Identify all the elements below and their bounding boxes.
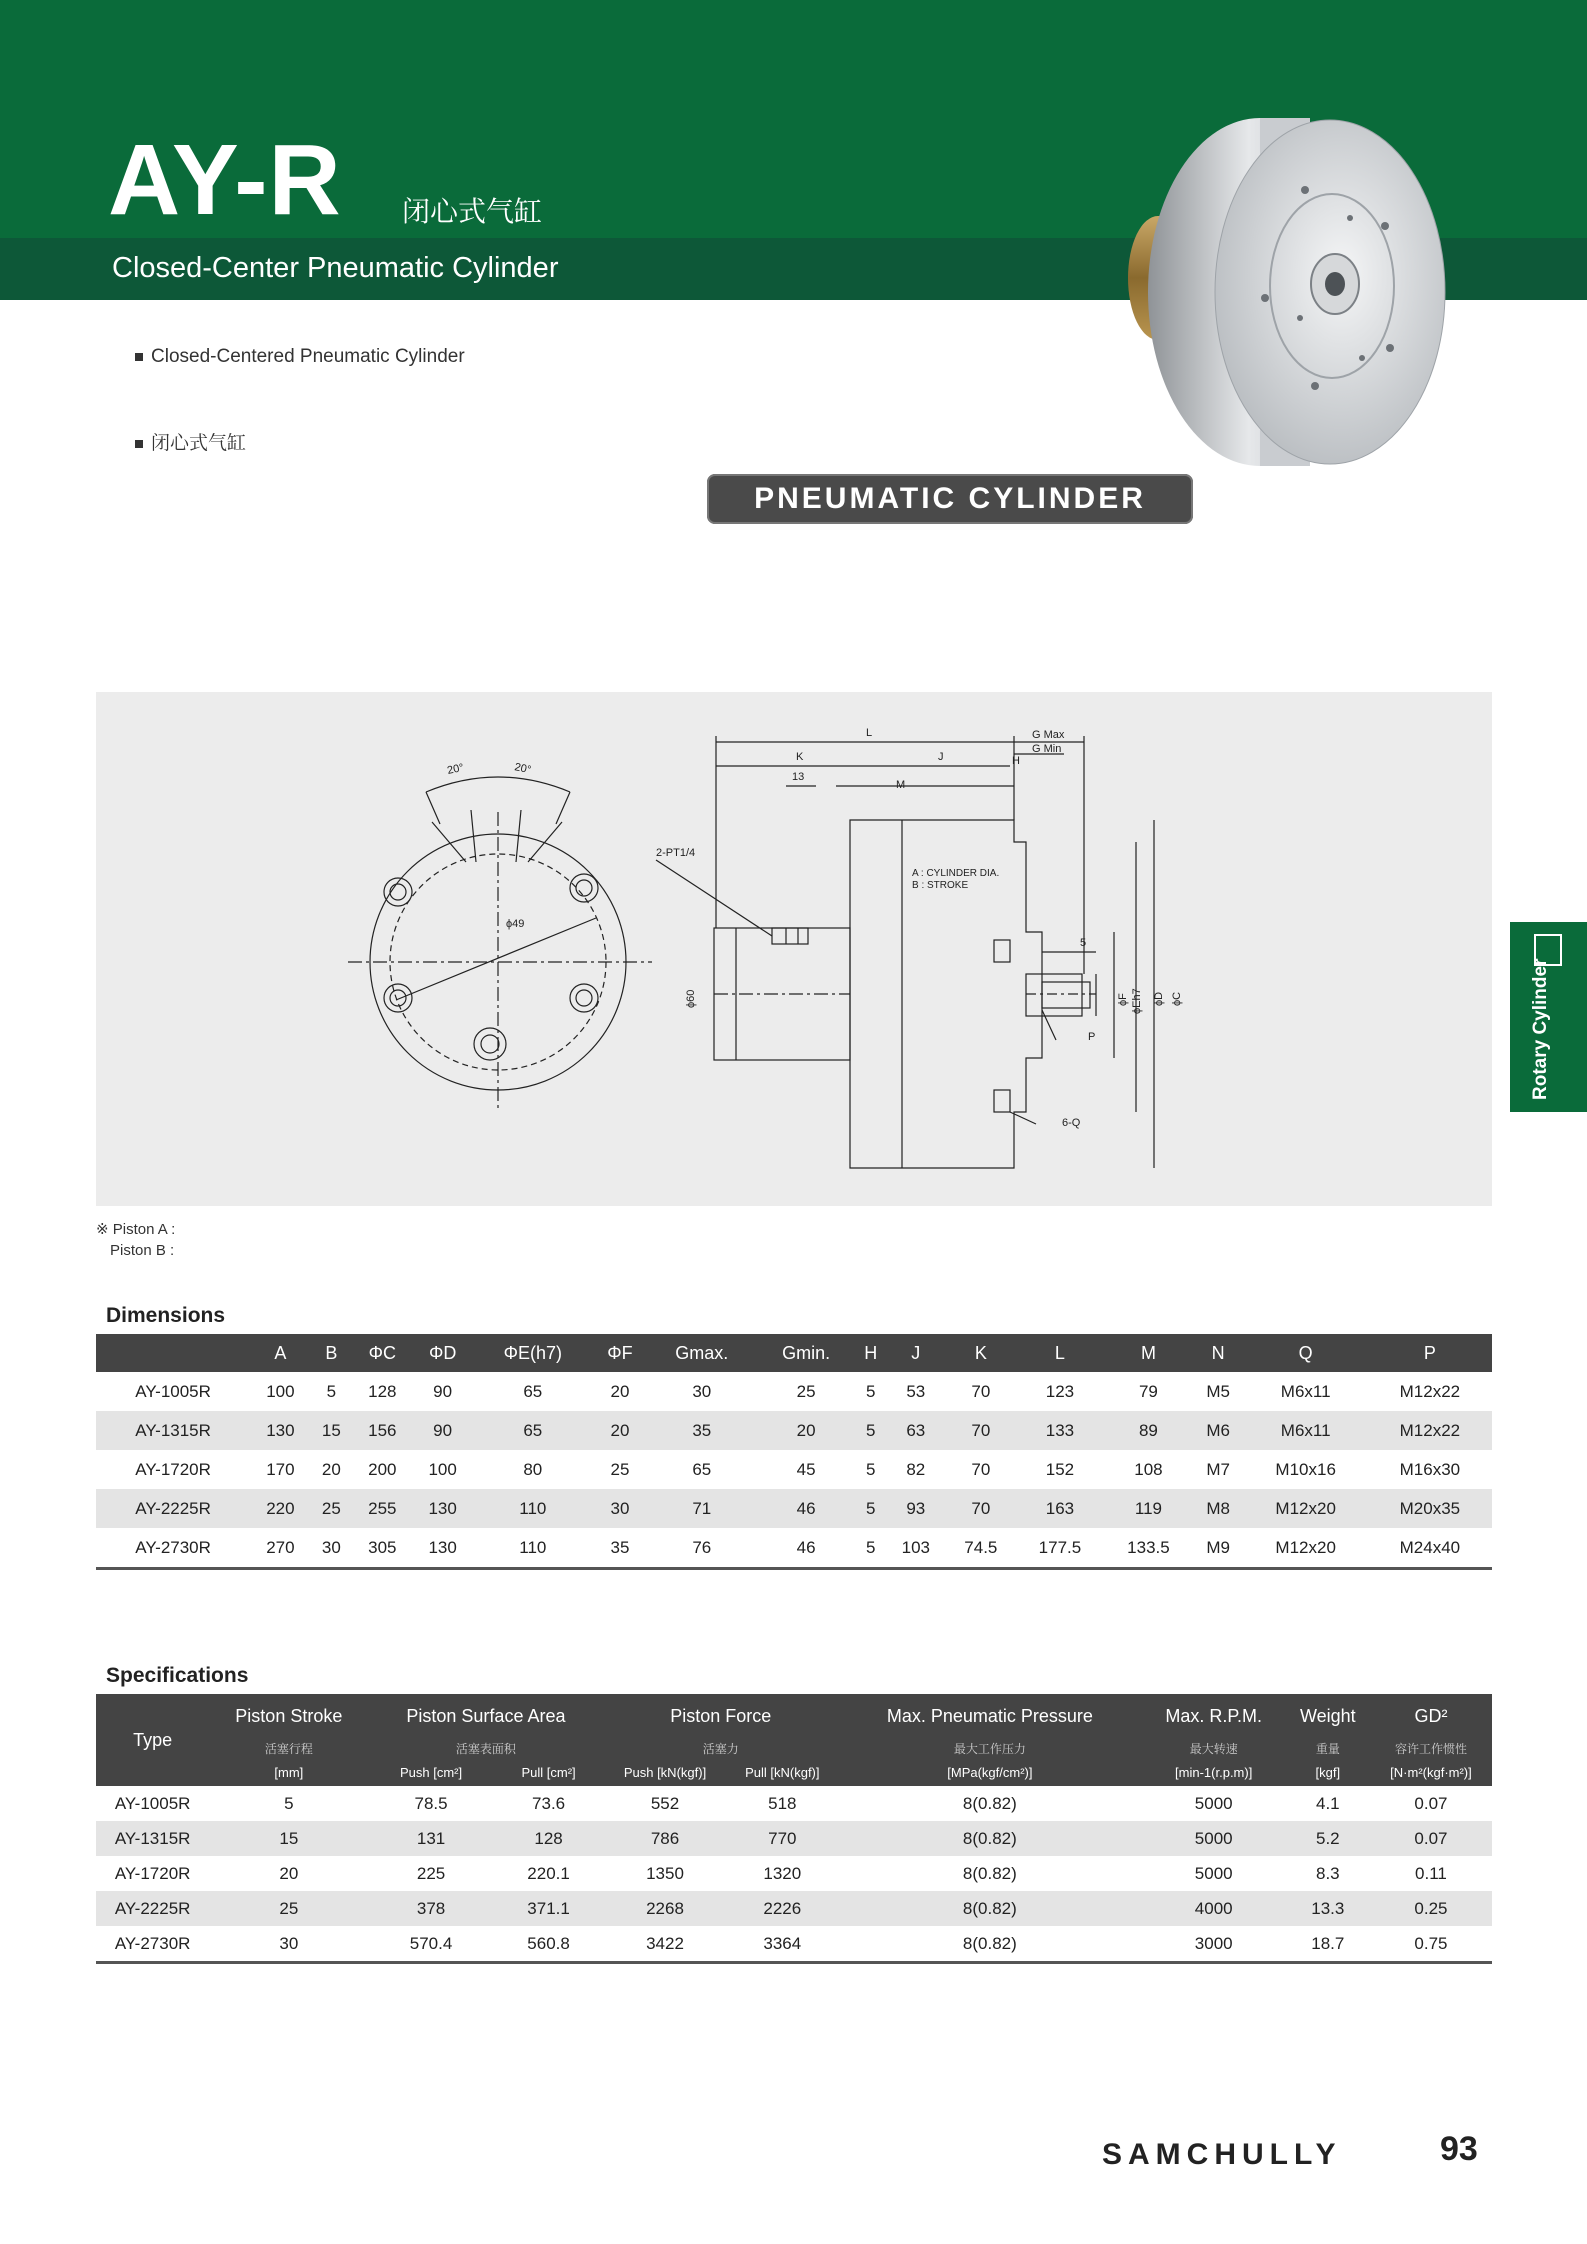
model-title-cn: 闭心式气缸 [402,195,543,228]
table-cell: 110 [473,1489,593,1528]
dim-label-phif: ϕF [1117,993,1129,1006]
table-cell: 5 [284,1793,294,1813]
table-row [96,1489,1492,1528]
table-cell: 3364 [727,1926,838,1963]
dim-label-h: H [1012,755,1020,767]
table-cell: 560.8 [494,1926,604,1963]
table-cell: 177.5 [1016,1528,1105,1569]
page-number: 93 [1440,2130,1478,2168]
spec-header-stroke: Piston Stroke [209,1694,368,1738]
dim-label-5: 5 [1080,937,1087,949]
table-row [96,1926,1492,1963]
dim-header-cell: ΦF [593,1334,647,1372]
dim-header-cell: M [1104,1334,1193,1372]
spec-unit-stroke: [mm] [209,1758,368,1786]
table-cell: 255 [352,1489,412,1528]
spec-unit-pressure: [MPa(kgf/cm²)] [838,1758,1142,1786]
dim-label-phid: ϕD [1153,991,1165,1006]
spec-unit-area-push: Push [cm²] [368,1758,493,1786]
dim-label-phic: ϕC [1171,991,1183,1006]
table-cell: 90 [412,1411,472,1450]
table-cell: 5000 [1194,1793,1233,1813]
table-cell: 0.75 [1370,1926,1492,1963]
table-cell: 8(0.82) [838,1926,1142,1963]
table-cell: 156 [352,1411,412,1450]
table-cell: 4000 [1142,1891,1286,1926]
table-cell: 65 [523,1381,543,1401]
dim-label-k: K [796,751,804,763]
table-cell: 46 [756,1489,855,1528]
table-row [96,1372,1492,1411]
table-cell: 5 [856,1489,886,1528]
category-badge: PNEUMATIC CYLINDER [707,474,1193,524]
table-cell: 3000 [1142,1926,1286,1963]
table-cell: 15 [209,1821,368,1856]
table-cell: 30 [209,1926,368,1963]
table-cell: 130 [412,1528,472,1569]
spec-unit-force-pull: Pull [kN(kgf)] [727,1758,838,1786]
table-cell: 3422 [603,1926,726,1963]
table-cell: 371.1 [494,1891,604,1926]
spec-unit-area-pull: Pull [cm²] [494,1758,604,1786]
dim-header-cell: B [311,1334,353,1372]
table-cell: 30 [692,1381,712,1401]
table-cell: 220.1 [527,1863,570,1883]
table-cell: 30 [593,1489,647,1528]
table-cell: 65 [473,1411,593,1450]
table-cell: 35 [593,1528,647,1569]
table-cell: M8 [1193,1489,1244,1528]
spec-header-cn-force: 活塞力 [603,1738,838,1758]
table-cell: 13.3 [1286,1891,1370,1926]
table-cell: 110 [473,1528,593,1569]
table-cell: 25 [209,1891,368,1926]
table-cell: 20 [610,1381,630,1401]
table-cell: 35 [647,1411,756,1450]
table-cell: 133.5 [1104,1528,1193,1569]
dim-header-cell: Q [1244,1334,1368,1372]
table-cell: 0.11 [1415,1863,1447,1883]
table-cell: 53 [906,1381,926,1401]
dim-header-cell: K [946,1334,1016,1372]
table-cell: 45 [796,1459,816,1479]
table-row [96,1450,1492,1489]
table-cell: 0.07 [1370,1821,1492,1856]
table-cell: 152 [1045,1459,1075,1479]
table-cell: 79 [1138,1381,1158,1401]
table-cell: 5 [856,1411,886,1450]
table-cell: M5 [1206,1381,1230,1401]
subtitle: Closed-Center Pneumatic Cylinder [112,252,559,284]
spec-header-area: Piston Surface Area [368,1694,603,1738]
table-cell: M12x20 [1244,1489,1368,1528]
table-cell: 5 [865,1381,876,1401]
table-cell: 25 [311,1489,353,1528]
row-type-cell: AY-1315R [96,1411,250,1450]
table-cell: 25 [796,1381,816,1401]
table-cell: 270 [250,1528,310,1569]
dim-label-13: 13 [792,771,805,783]
table-cell: 70 [971,1459,991,1479]
table-cell: 552 [650,1793,680,1813]
table-cell: 4.1 [1316,1793,1340,1813]
side-tab-rotary-cylinder [1510,922,1587,1112]
table-cell: 46 [756,1528,855,1569]
port-label: 2-PT1/4 [656,847,696,859]
spec-unit-gd2: [N·m²(kgf·m²)] [1370,1758,1492,1786]
product-image [1100,118,1460,468]
table-row [96,1821,1492,1856]
table-cell: 65 [692,1459,712,1479]
table-cell: 2226 [727,1891,838,1926]
table-cell: 5 [856,1528,886,1569]
table-cell: 15 [311,1411,353,1450]
table-cell: 20 [756,1411,855,1450]
dim-label-phieh7: ϕEh7 [1131,988,1143,1014]
spec-unit-weight: [kgf] [1286,1758,1370,1786]
table-cell: 5 [865,1459,876,1479]
spec-header-gd2: GD² [1370,1694,1492,1738]
dim-header-cell: ΦD [412,1334,472,1372]
table-cell: 163 [1016,1489,1105,1528]
angle-label-left: 20° [446,761,465,777]
dim-header-cell: Gmin. [756,1334,855,1372]
table-cell: 0.25 [1370,1891,1492,1926]
table-cell: M20x35 [1368,1489,1492,1528]
specifications-table [96,1694,1492,1964]
table-cell: 63 [886,1411,946,1450]
row-type-cell: AY-1315R [96,1821,209,1856]
table-cell: 82 [906,1459,926,1479]
table-cell: 100 [428,1459,457,1479]
dim-header-cell: ΦE(h7) [473,1334,593,1372]
table-cell: M6x11 [1244,1411,1368,1450]
row-type-cell: AY-1720R [114,1863,191,1883]
table-cell: M12x22 [1399,1381,1461,1401]
dim-header-cell [96,1334,250,1372]
table-cell: 73.6 [532,1793,566,1813]
spec-unit-force-push: Push [kN(kgf)] [603,1758,726,1786]
technical-drawing [96,692,1492,1206]
table-cell: 78.5 [414,1793,448,1813]
table-cell: 1350 [646,1863,684,1883]
table-cell: 5.2 [1286,1821,1370,1856]
dim-header-cell: L [1016,1334,1105,1372]
dim-label-gmax: G Max [1032,729,1065,741]
table-cell: 770 [727,1821,838,1856]
table-cell: 170 [266,1459,295,1479]
spec-header-cn-pressure: 最大工作压力 [838,1738,1142,1758]
table-cell: 0.07 [1414,1793,1448,1813]
table-cell: 8(0.82) [838,1821,1142,1856]
spec-header-pressure: Max. Pneumatic Pressure [838,1694,1142,1738]
brand-logo: SAMCHULLY [1102,2138,1342,2171]
spec-unit-rpm: [min-1(r.p.m)] [1142,1758,1286,1786]
table-cell: 128 [368,1381,397,1401]
table-cell: 89 [1104,1411,1193,1450]
spec-header-force: Piston Force [603,1694,838,1738]
angle-label-right: 20° [513,761,533,777]
table-cell: 18.7 [1286,1926,1370,1963]
table-cell: 130 [412,1489,472,1528]
table-cell: M12x22 [1368,1411,1492,1450]
row-type-cell: AY-1005R [114,1793,191,1813]
dim-label-q: 6-Q [1062,1117,1081,1129]
spec-header-weight: Weight [1286,1694,1370,1738]
table-cell: 100 [266,1381,295,1401]
spec-header-type: Type [96,1694,209,1786]
bullet-english: Closed-Centered Pneumatic Cylinder [135,346,465,368]
table-row [96,1786,1492,1821]
spec-header-rpm: Max. R.P.M. [1142,1694,1286,1738]
specifications-title: Specifications [106,1664,249,1687]
table-cell: 80 [523,1459,543,1479]
table-cell: 5000 [1194,1863,1233,1883]
table-cell: 570.4 [368,1926,493,1963]
dim-header-cell: N [1193,1334,1244,1372]
dim-header-cell: ΦC [352,1334,412,1372]
front-view [348,761,652,1112]
dim-header-cell: A [250,1334,310,1372]
spec-header-cn-weight: 重量 [1286,1738,1370,1758]
table-cell: M10x16 [1275,1459,1336,1479]
table-cell: 71 [647,1489,756,1528]
piston-a-note: ※ Piston A : [96,1221,176,1238]
row-type-cell: AY-1720R [135,1459,211,1479]
row-type-cell: AY-2730R [96,1926,209,1963]
bullet-chinese: 闭心式气缸 [135,428,246,455]
table-cell: 220 [250,1489,310,1528]
table-cell: M24x40 [1368,1528,1492,1569]
spec-header-cn-gd2: 容许工作惯性 [1370,1738,1492,1758]
note-stroke: B : STROKE [912,880,969,891]
table-cell: 200 [368,1459,397,1479]
row-type-cell: AY-2730R [96,1528,250,1569]
table-cell: 74.5 [946,1528,1016,1569]
table-cell: 131 [368,1821,493,1856]
side-view [656,727,1183,1168]
row-type-cell: AY-1005R [135,1381,211,1401]
table-cell: 225 [416,1863,446,1883]
note-cylinder-dia: A : CYLINDER DIA. [912,868,1000,879]
table-cell: 20 [321,1459,341,1479]
table-cell: 305 [352,1528,412,1569]
table-row [96,1856,1492,1891]
table-row [96,1891,1492,1926]
table-cell: 8.3 [1316,1863,1340,1883]
table-cell: 108 [1134,1459,1163,1479]
table-row [96,1411,1492,1450]
table-cell: 5 [326,1381,337,1401]
dimensions-table [96,1334,1492,1570]
bullet-square-icon [135,440,143,448]
table-cell: 70 [946,1411,1016,1450]
dim-label-l: L [866,727,873,739]
spec-header-cn-rpm: 最大转速 [1142,1738,1286,1758]
table-cell: 25 [610,1459,630,1479]
spec-header-cn-area: 活塞表面积 [368,1738,603,1758]
table-cell: 70 [971,1381,991,1401]
dim-label-j: J [938,751,944,763]
table-cell: 5000 [1142,1821,1286,1856]
bullet-square-icon [135,353,143,361]
table-cell: 76 [647,1528,756,1569]
row-type-cell: AY-2225R [96,1489,250,1528]
dim-header-cell: Gmax. [647,1334,756,1372]
dim-header-cell: H [856,1334,886,1372]
dimensions-title: Dimensions [106,1304,226,1327]
table-cell: 90 [433,1381,453,1401]
dim-header-cell: P [1368,1334,1492,1372]
table-cell: M12x20 [1244,1528,1368,1569]
dim-header-cell: J [886,1334,946,1372]
table-cell: 133 [1016,1411,1105,1450]
table-cell: 30 [311,1528,353,1569]
table-cell: 130 [250,1411,310,1450]
table-cell: 8(0.82) [962,1793,1017,1813]
table-cell: 8(0.82) [838,1891,1142,1926]
table-cell: 20 [593,1411,647,1450]
table-cell: 786 [603,1821,726,1856]
table-cell: 2268 [603,1891,726,1926]
row-type-cell: AY-2225R [96,1891,209,1926]
table-cell: 123 [1045,1381,1075,1401]
table-row [96,1528,1492,1569]
table-cell: 8(0.82) [962,1863,1017,1883]
table-cell: M9 [1193,1528,1244,1569]
piston-b-note: Piston B : [110,1242,175,1259]
table-cell: M6 [1193,1411,1244,1450]
table-cell: 119 [1104,1489,1193,1528]
table-cell: 378 [368,1891,493,1926]
table-cell: 20 [279,1863,299,1883]
pcd-label: ϕ49 [506,918,525,930]
table-cell: 93 [886,1489,946,1528]
table-cell: M7 [1206,1459,1230,1479]
table-cell: M6x11 [1280,1381,1331,1401]
side-tab-label: Rotary Cylinder [1530,958,1551,1100]
spec-header-cn-stroke: 活塞行程 [209,1738,368,1758]
table-cell: 1320 [763,1863,802,1883]
table-cell: 518 [768,1793,797,1813]
table-cell: 103 [886,1528,946,1569]
dim-label-gmin: G Min [1032,743,1062,755]
dim-label-phi60: ϕ60 [685,989,697,1008]
table-cell: M16x30 [1399,1459,1461,1479]
table-cell: 70 [946,1489,1016,1528]
dim-label-p: P [1088,1031,1096,1043]
dim-label-m: M [896,779,906,791]
table-cell: 128 [494,1821,604,1856]
model-title: AY-R [108,124,342,236]
